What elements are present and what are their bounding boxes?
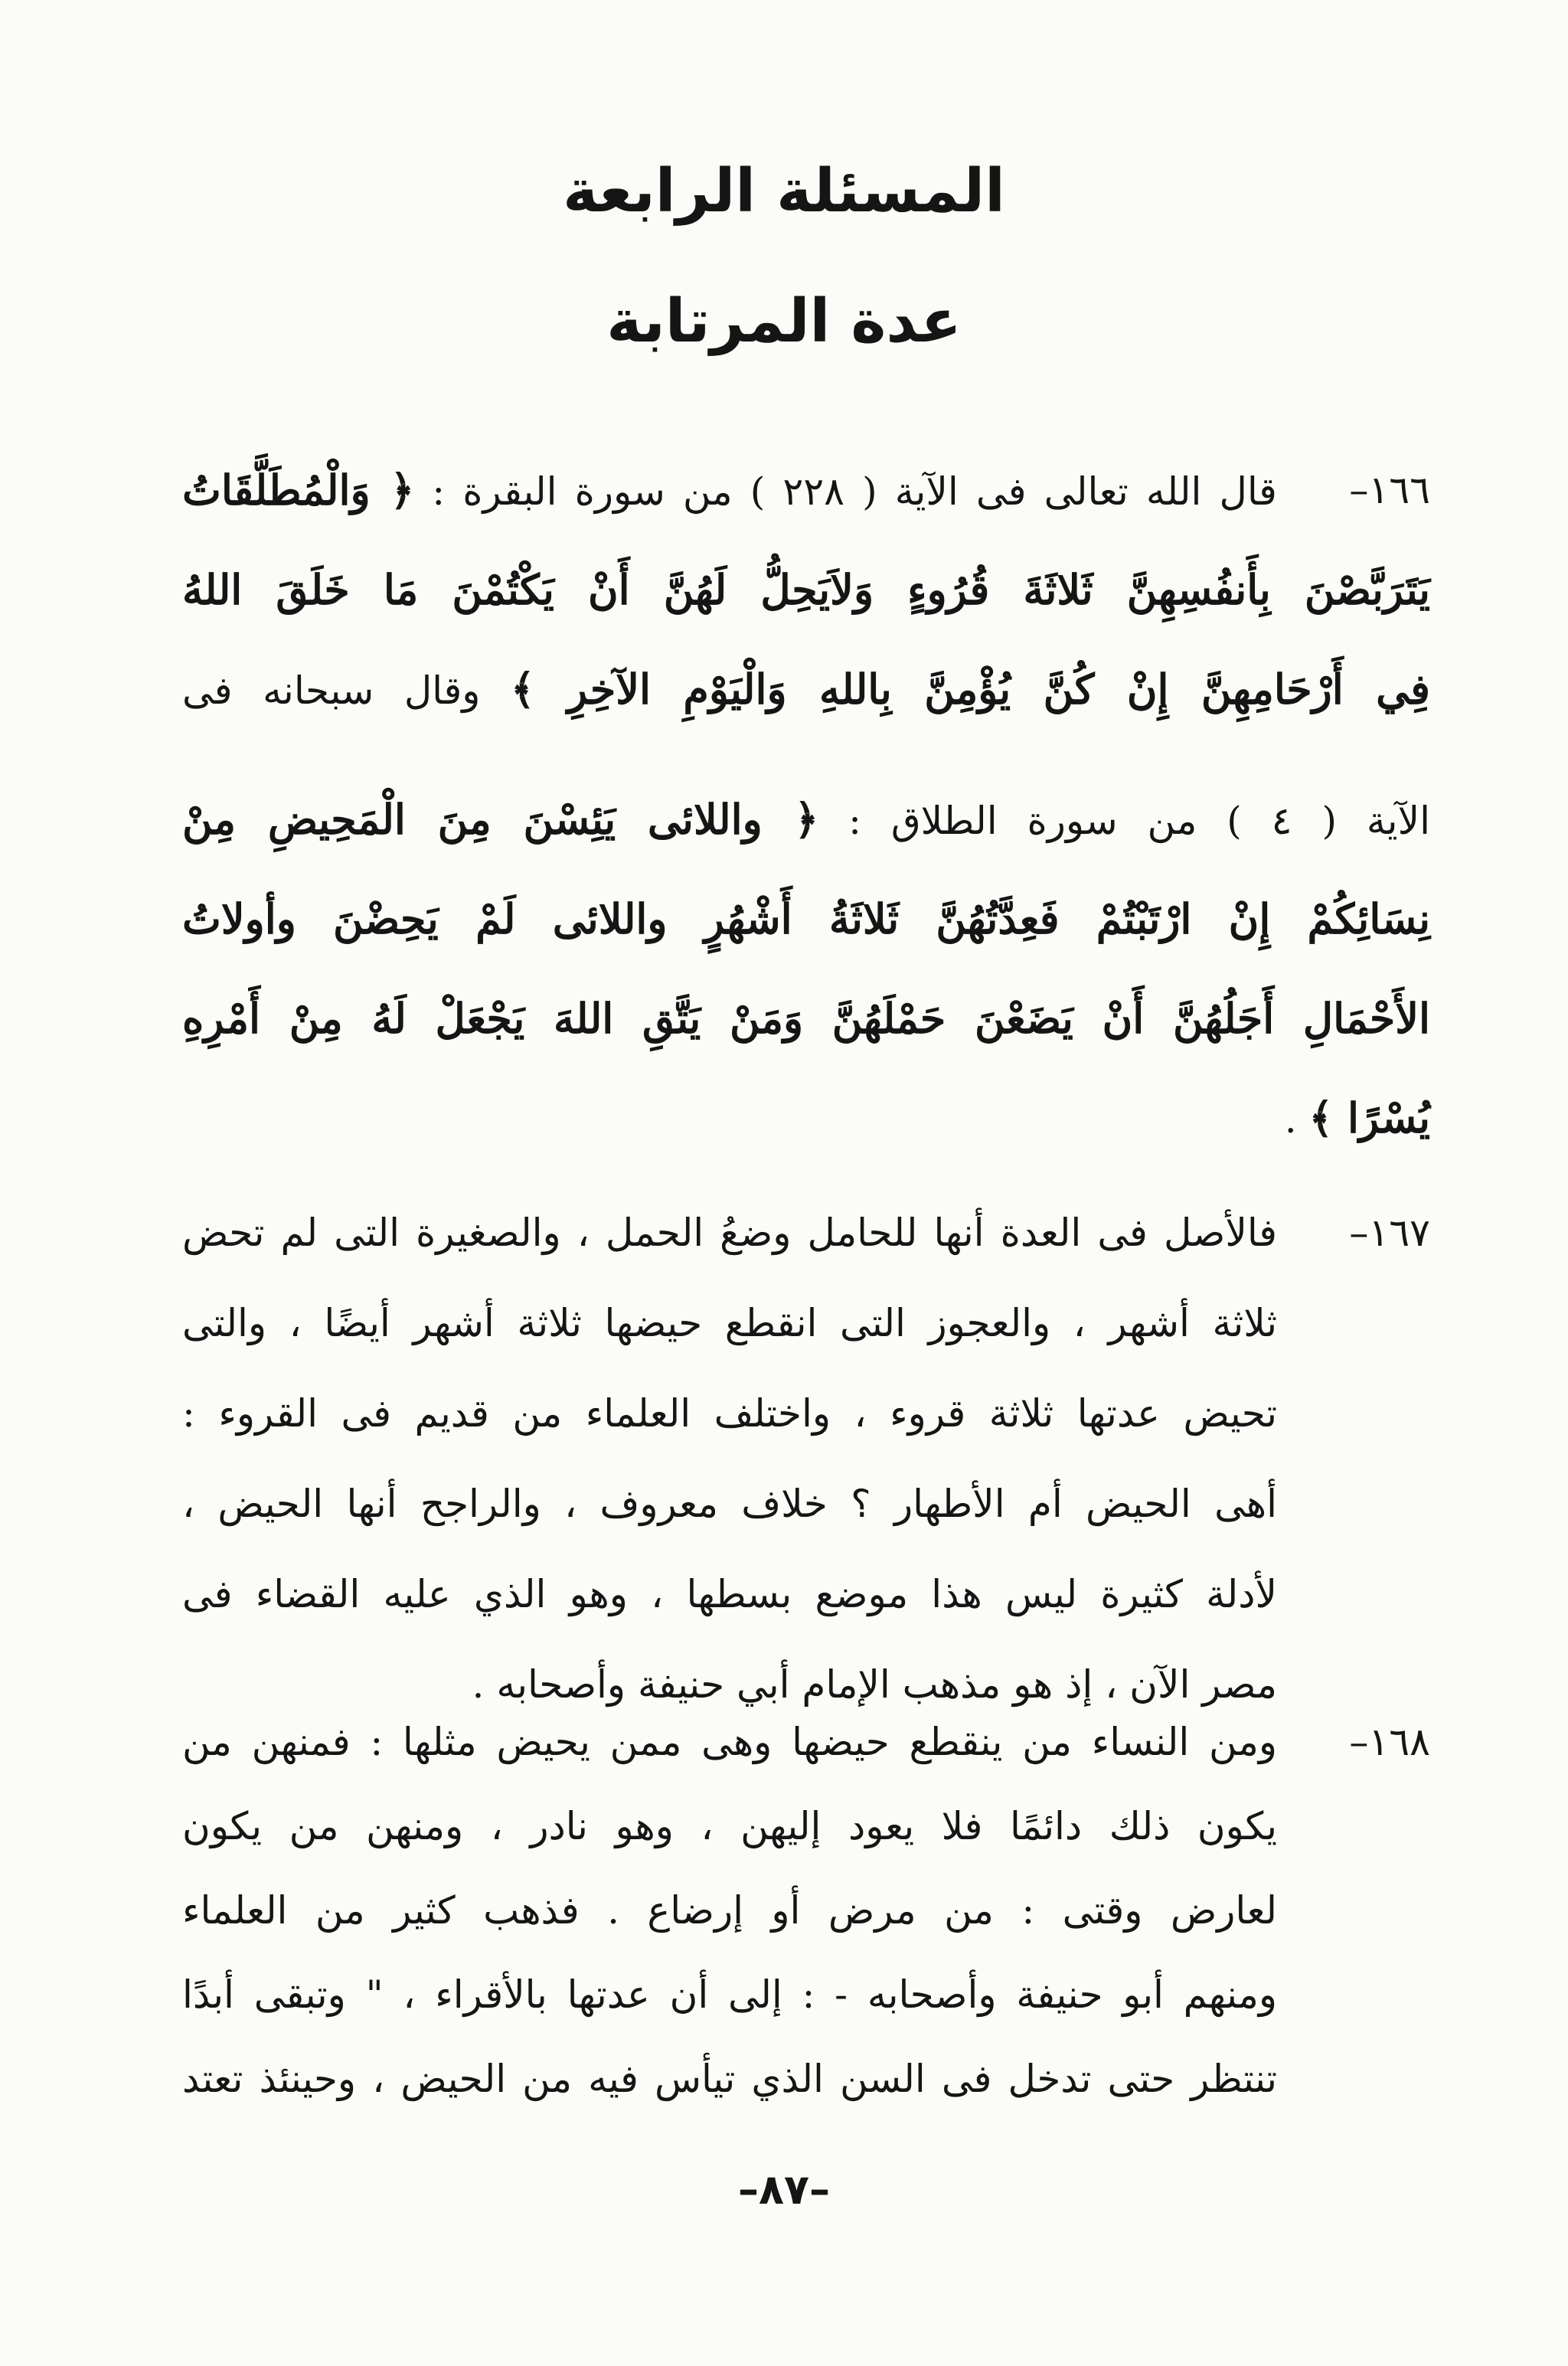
p166-line-1-text: قال الله تعالى فى الآية ( ٢٢٨ ) من سورة البقرة :	[432, 469, 1277, 514]
p167-line: لأدلة كثيرة ليس هذا موضع بسطها ، وهو الذي عليه القضاء فى	[182, 1572, 1277, 1616]
p167-line: فالأصل فى العدة أنها للحامل وضعُ الحمل ، والصغيرة التى لم تحض	[182, 1211, 1277, 1255]
p167-line: تحيض عدتها ثلاثة قروء ، واختلف العلماء من قديم فى القروء :	[182, 1391, 1277, 1436]
paragraph-number-166: ١٦٦–	[1349, 468, 1430, 512]
p168-line: لعارض وقتى : من مرض أو إرضاع . فذهب كثير من العلماء	[182, 1888, 1277, 1933]
p166-line-7-text: .	[1284, 1097, 1297, 1142]
p166-line-7	[182, 1087, 1430, 1150]
p166-line-2: يَتَرَبَّصْنَ بِأَنفُسِهِنَّ ثَلاثَةَ قُرُوءٍ وَلاَيَحِلُّ لَهُنَّ أَنْ يَكْتُمْنَ مَا خَلَقَ اللهُ	[182, 565, 1430, 614]
p166-line-6: الأَحْمَالِ أَجَلُهُنَّ أَنْ يَضَعْنَ حَمْلَهُنَّ وَمَنْ يَتَّقِ اللهَ يَجْعَلْ لَهُ مِنْ أَمْرِهِ	[182, 994, 1430, 1043]
p166-line-7-quran: يُسْرًا ﴾	[1308, 1093, 1430, 1142]
p167-line: ثلاثة أشهر ، والعجوز التى انقطع حيضها ثلاثة أشهر أيضًا ، والتى	[182, 1301, 1277, 1345]
p167-line: أهى الحيض أم الأطهار ؟ خلاف معروف ، والراجح أنها الحيض ،	[182, 1482, 1277, 1526]
paragraph-number-168: ١٦٨–	[1349, 1720, 1430, 1764]
p166-line-5: نِسَائِكُمْ إِنْ ارْتَبْتُمْ فَعِدَّتُهُنَّ ثَلاثَةُ أَشْهُرٍ واللائى لَمْ يَحِضْنَ وأولاتُ	[182, 894, 1430, 943]
p166-line-4	[182, 789, 1430, 851]
chapter-title: المسئلة الرابعة	[563, 157, 1005, 226]
p167-line: مصر الآن ، إذ هو مذهب الإمام أبي حنيفة وأصحابه .	[472, 1662, 1277, 1707]
p166-line-3-quran: فِي أَرْحَامِهِنَّ إِنْ كُنَّ يُؤْمِنَّ بِاللهِ وَالْيَوْمِ الآخِرِ ﴾	[510, 665, 1430, 714]
p166-line-1	[182, 459, 1277, 522]
p166-line-1-quran: ﴿ وَالْمُطَلَّقَاتُ	[182, 466, 415, 515]
p166-line-4-quran: ﴿ واللائى يَئِسْنَ مِنَ الْمَحِيضِ مِنْ	[182, 795, 819, 844]
p168-line: تنتظر حتى تدخل فى السن الذي تيأس فيه من الحيض ، وحينئذ تعتد	[182, 2057, 1277, 2101]
p168-line: ومنهم أبو حنيفة وأصحابه - : إلى أن عدتها بالأقراء ، " وتبقى أبدًا	[182, 1972, 1277, 2017]
chapter-subtitle: عدة المرتابة	[606, 287, 962, 356]
p166-line-4-text: الآية ( ٤ ) من سورة الطلاق :	[848, 799, 1430, 843]
p168-line: يكون ذلك دائمًا فلا يعود إليهن ، وهو نادر ، ومنهن من يكون	[182, 1804, 1277, 1848]
p166-line-3	[182, 658, 1430, 721]
paragraph-number-167: ١٦٧–	[1349, 1211, 1430, 1255]
page-number: –٨٧–	[738, 2165, 830, 2214]
p166-line-3-text: وقال سبحانه فى	[182, 668, 481, 713]
p168-line: ومن النساء من ينقطع حيضها وهى ممن يحيض مثلها : فمنهن من	[182, 1720, 1277, 1764]
